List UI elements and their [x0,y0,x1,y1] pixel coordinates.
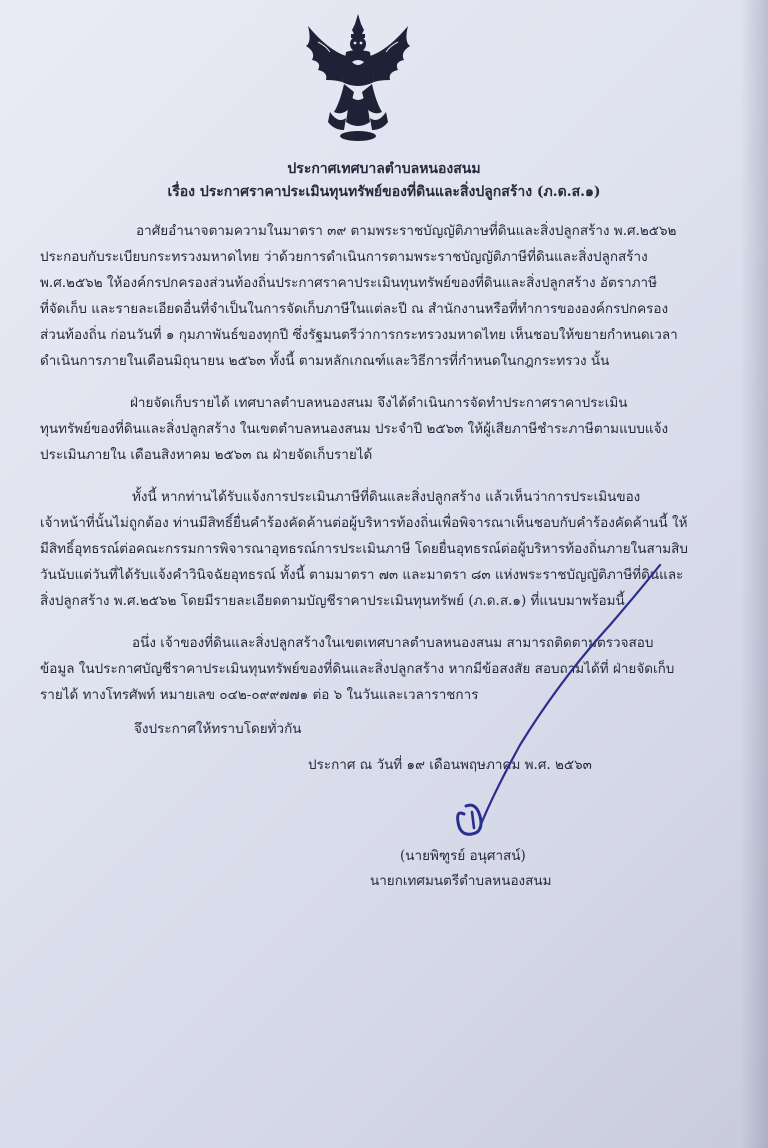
text-line: ข้อมูล ในประกาศบัญชีราคาประเมินทุนทรัพย์ของที่ดินและสิ่งปลูกสร้าง หากมีข้อสงสัย สอบถามได้ที่ ฝ่ายจัดเก็บ [40,661,675,677]
text-line: วันนับแต่วันที่ได้รับแจ้งคำวินิจฉัยอุทธรณ์ ทั้งนี้ ตามมาตรา ๗๓ และมาตรา ๘๓ แห่งพระราชบัญญัติภาษีที่ดินและ [40,567,684,583]
text-line: ทั้งนี้ หากท่านได้รับแจ้งการประเมินภาษีที่ดินและสิ่งปลูกสร้าง แล้วเห็นว่าการประเมินของ [132,489,641,505]
text-line: พ.ศ.๒๕๖๒ ให้องค์กรปกครองส่วนท้องถิ่นประกาศราคาประเมินทุนทรัพย์ของที่ดินและสิ่งปลูกสร้าง อัตราภาษี [40,275,658,291]
text-line: ทุนทรัพย์ของที่ดินและสิ่งปลูกสร้าง ในเขตตำบลหนองสนม ประจำปี ๒๕๖๓ ให้ผู้เสียภาษีชำระภาษีตามแบบแจ้ง [40,421,669,437]
garuda-emblem-icon [300,12,416,144]
announcement-subject: เรื่อง ประกาศราคาประเมินทุนทรัพย์ของที่ดินและสิ่งปลูกสร้าง (ภ.ด.ส.๑) [167,184,601,200]
announcement-date: ประกาศ ณ วันที่ ๑๙ เดือนพฤษภาคม พ.ศ. ๒๕๖๓ [308,757,592,773]
text-line: อาศัยอำนาจตามความในมาตรา ๓๙ ตามพระราชบัญญัติภาษที่ดินและสิ่งปลูกสร้าง พ.ศ.๒๕๖๒ [136,223,677,239]
signatory-position: นายกเทศมนตรีตำบลหนองสนม [370,873,552,889]
text-line: มีสิทธิ์อุทธรณ์ต่อคณะกรรมการพิจารณาอุทธรณ์การประเมินภาษี โดยยื่นอุทธรณ์ต่อผู้บริหารท้องถิ่นภายในสามสิบ [40,541,688,557]
text-line: ส่วนท้องถิ่น ก่อนวันที่ ๑ กุมภาพันธ์ของทุกปี ซึ่งรัฐมนตรีว่าการกระทรวงมหาดไทย เห็นชอบให้ขยายกำหนดเวลา [40,327,678,343]
closing-statement: จึงประกาศให้ทราบโดยทั่วกัน [134,721,302,737]
text-line: ที่จัดเก็บ และรายละเอียดอื่นที่จำเป็นในการจัดเก็บภาษีในแต่ละปี ณ สำนักงานหรือที่ทำการขององค์กรปกครอง [40,301,669,317]
signatory-name: (นายพิฑูรย์ อนุศาสน์) [400,848,526,864]
text-line: อนึ่ง เจ้าของที่ดินและสิ่งปลูกสร้างในเขตเทศบาลตำบลหนองสนม สามารถติดตามตรวจสอบ [132,635,654,651]
signature [446,792,706,850]
text-line: รายได้ ทางโทรศัพท์ หมายเลข ๐๔๒-๐๙๙๗๗๑ ต่อ ๖ ในวันและเวลาราชการ [40,687,479,703]
text-line: เจ้าหน้าที่นั้นไม่ถูกต้อง ท่านมีสิทธิ์ยื่นคำร้องคัดค้านต่อผู้บริหารท้องถิ่นเพื่อพิจารณาเห็นชอบกับคำร้องคัดค้านนี้ ให้ [40,515,688,531]
announcement-title: ประกาศเทศบาลตำบลหนองสนม [287,161,481,177]
text-line: สิ่งปลูกสร้าง พ.ศ.๒๕๖๒ โดยมีรายละเอียดตามบัญชีราคาประเมินทุนทรัพย์ (ภ.ด.ส.๑) ที่แนบมาพร้อมนี้ [40,593,625,609]
text-line: ประกอบกับระเบียบกระทรวงมหาดไทย ว่าด้วยการดำเนินการตามพระราชบัญญัติภาษีที่ดินและสิ่งปลูกสร้าง [40,249,648,265]
text-line: ประเมินภายใน เดือนสิงหาคม ๒๕๖๓ ณ ฝ่ายจัดเก็บรายได้ [40,447,373,463]
text-line: ดำเนินการภายในเดือนมิถุนายน ๒๕๖๓ ทั้งนี้ ตามหลักเกณฑ์และวิธีการที่กำหนดในกฎกระทรวง นั้น [40,353,610,369]
text-line: ฝ่ายจัดเก็บรายได้ เทศบาลตำบลหนองสนม จึงได้ดำเนินการจัดทำประกาศราคาประเมิน [130,395,628,411]
